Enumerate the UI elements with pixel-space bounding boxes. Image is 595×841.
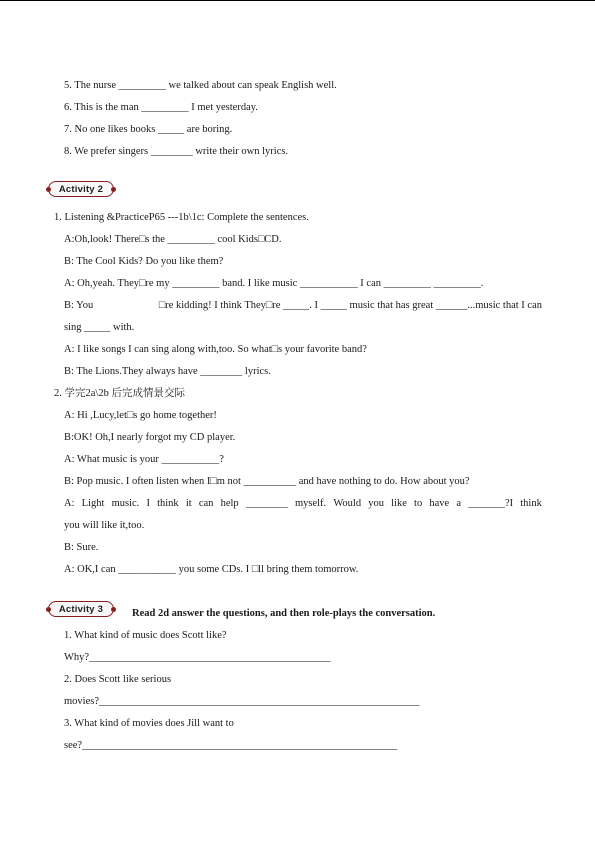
- activity-2-q1-title: 1. Listening &PracticeP65 ---1b\1c: Complete the sentences.: [54, 212, 309, 223]
- dialogue-word: think: [520, 498, 542, 509]
- dialogue-line: A:Oh,look! There□s the _________ cool Kids□CD.: [64, 234, 282, 245]
- dialogue-word: like: [391, 498, 407, 509]
- dialogue-word: it: [185, 498, 192, 509]
- dialogue-line: B: The Cool Kids? Do you like them?: [64, 256, 224, 267]
- sentence-8: 8. We prefer singers ________ write their own lyrics.: [64, 146, 289, 157]
- dialogue-fragment: B: You: [64, 300, 94, 311]
- answer-line-1: Why?______________________________________________: [64, 652, 331, 663]
- activity-2-badge-label: Activity 2: [58, 183, 104, 195]
- dialogue-line: B:OK! Oh,I nearly forgot my CD player.: [64, 432, 236, 443]
- dialogue-word: I: [146, 498, 150, 509]
- question-2: 2. Does Scott like serious: [64, 674, 172, 685]
- page-top-rule: [0, 0, 595, 1]
- activity-3-instruction: Read 2d answer the questions, and then role-plays the conversation.: [132, 608, 436, 619]
- dialogue-word: myself.: [294, 498, 327, 509]
- question-1: 1. What kind of music does Scott like?: [64, 630, 227, 641]
- dialogue-word: _______?I: [468, 498, 514, 509]
- answer-line-2: movies?_____________________________________________________________: [64, 696, 420, 707]
- activity-2-badge: [48, 181, 114, 197]
- dialogue-line-justified: [64, 299, 542, 313]
- dialogue-line: A: I like songs I can sing along with,too. So what□s your favorite band?: [64, 344, 367, 355]
- dialogue-line: you will like it,too.: [64, 520, 145, 531]
- dialogue-word: you: [368, 498, 384, 509]
- dialogue-line: A: Hi ,Lucy,let□s go home together!: [64, 410, 217, 421]
- dialogue-line: A: Oh,yeah. They□re my _________ band. I like music ___________ I can _________ _________.: [64, 278, 484, 289]
- dialogue-word: music.: [111, 498, 140, 509]
- sentence-5: 5. The nurse _________ we talked about can speak English well.: [64, 80, 337, 91]
- activity-3-badge-label: Activity 3: [58, 603, 104, 615]
- dialogue-line: B: Pop music. I often listen when I□m not __________ and have nothing to do. How about you?: [64, 476, 470, 487]
- dialogue-word: think: [157, 498, 179, 509]
- dialogue-word: A:: [64, 498, 75, 509]
- question-3: 3. What kind of movies does Jill want to: [64, 718, 234, 729]
- dialogue-fragment: □re kidding! I think They□re _____. I _____ music that has great ______...music that I can: [158, 300, 542, 311]
- dialogue-line: B: Sure.: [64, 542, 99, 553]
- sentence-6: 6. This is the man _________ I met yesterday.: [64, 102, 258, 113]
- sentence-7: 7. No one likes books _____ are boring.: [64, 124, 233, 135]
- dialogue-word: Light: [81, 498, 105, 509]
- dialogue-word: help: [220, 498, 239, 509]
- dialogue-line-justified: [64, 497, 542, 511]
- dialogue-word: Would: [333, 498, 362, 509]
- dialogue-line: B: The Lions.They always have ________ lyrics.: [64, 366, 271, 377]
- dialogue-line: A: OK,I can ___________ you some CDs. I □ll bring them tomorrow.: [64, 564, 359, 575]
- dialogue-word: have: [429, 498, 450, 509]
- activity-2-q2-title: 2. 学完2a\2b 后完成情景交际: [54, 388, 185, 399]
- activity-3-badge: [48, 601, 114, 617]
- dialogue-word: to: [414, 498, 423, 509]
- dialogue-word: can: [198, 498, 214, 509]
- answer-line-3: see?____________________________________________________________: [64, 740, 398, 751]
- dialogue-line: sing _____ with.: [64, 322, 135, 333]
- dialogue-line: A: What music is your ___________?: [64, 454, 224, 465]
- dialogue-word: ________: [245, 498, 288, 509]
- dialogue-word: a: [456, 498, 462, 509]
